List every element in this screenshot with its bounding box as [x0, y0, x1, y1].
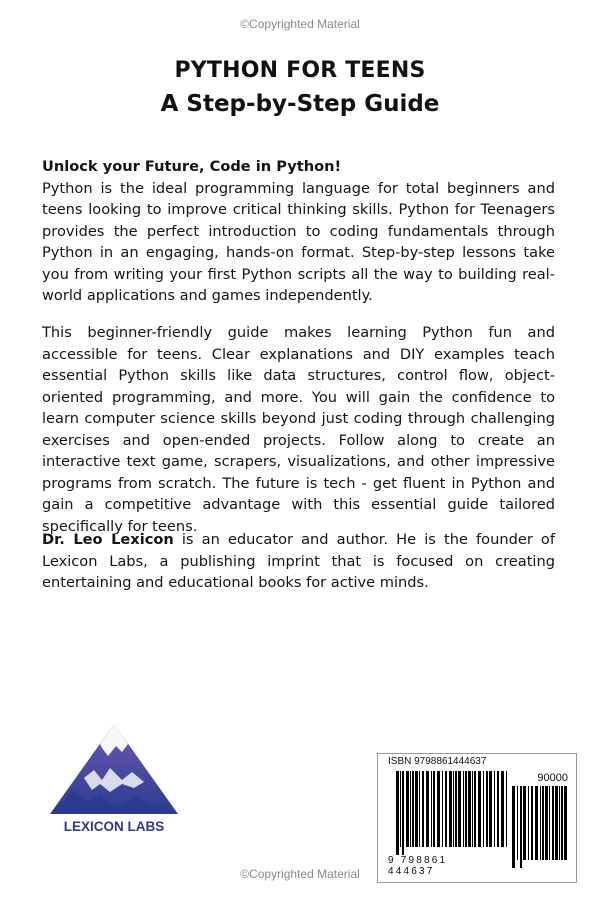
- barcode-bar: [523, 786, 526, 860]
- price-code: 90000: [537, 772, 568, 784]
- intro-paragraph: Python is the ideal programming language for total beginners and teens looking to improve critical thinking skills. Python for Teenagers provides the perfect introduction to coding fundamentals through Python in an engaging, hands-on format. Step-by-step lessons take you from writing your first Python scripts all the way to building real-world applications and games independently.: [42, 179, 555, 304]
- barcode-bar: [501, 771, 504, 847]
- barcode-bar: [455, 771, 457, 847]
- barcode-bar: [449, 771, 452, 847]
- copyright-watermark-top: ©Copyrighted Material: [240, 17, 360, 31]
- barcode-bar: [478, 771, 481, 847]
- barcode-bar: [545, 786, 548, 860]
- lexicon-labs-logo: [44, 718, 184, 840]
- barcode-bar: [412, 771, 414, 847]
- barcode-bar: [474, 771, 476, 847]
- title-line-2: A Step-by-Step Guide: [160, 91, 440, 117]
- barcode-bar: [561, 786, 563, 860]
- barcode-bar: [437, 771, 440, 847]
- barcode-bar: [472, 771, 473, 847]
- barcode-bar: [512, 786, 515, 868]
- barcode-bar: [406, 771, 409, 847]
- barcode-bar: [564, 786, 567, 860]
- barcode-bar: [426, 771, 429, 847]
- barcode-bar: [442, 771, 443, 847]
- book-title: [0, 56, 600, 122]
- barcode-bar: [422, 771, 424, 847]
- barcode-bar: [535, 786, 538, 860]
- barcode-bar: [400, 771, 401, 847]
- barcode-bar: [483, 771, 484, 847]
- isbn-barcode: [377, 753, 577, 883]
- barcode-bar: [410, 771, 411, 847]
- barcode-bar: [468, 771, 471, 847]
- barcode-bar: [433, 771, 435, 847]
- author-bio: [42, 529, 555, 594]
- isbn-digits: 9 798861 444637: [388, 855, 448, 877]
- barcode-bars-addon: [512, 786, 568, 868]
- barcode-bar: [458, 771, 461, 847]
- barcode-bar: [552, 786, 554, 860]
- barcode-bar: [453, 771, 454, 847]
- barcode-bar: [465, 771, 467, 847]
- barcode-bar: [463, 771, 464, 847]
- barcode-bar: [415, 771, 418, 847]
- publisher-logo-text: LEXICON LABS: [63, 819, 165, 834]
- barcode-bar: [531, 786, 533, 860]
- barcode-bar: [517, 786, 518, 860]
- barcode-bar: [419, 771, 420, 847]
- barcode-bar: [555, 786, 558, 860]
- author-name: Dr. Leo Lexicon: [42, 531, 174, 548]
- author-bio-text: is an educator and author. He is the founder of Lexicon Labs, a publishing imprint that is focused on creating entertaining and educational books for active minds.: [42, 531, 555, 591]
- copyright-watermark-bottom: ©Copyrighted Material: [240, 867, 360, 881]
- barcode-bar: [489, 771, 492, 847]
- barcode-bar: [540, 786, 541, 860]
- title-line-1: PYTHON FOR TEENS: [174, 58, 426, 83]
- isbn-label: ISBN 9798861444637: [388, 756, 487, 767]
- intro-section: [42, 156, 555, 307]
- barcode-bar: [486, 771, 488, 847]
- barcode-bar: [549, 786, 550, 860]
- tagline: Unlock your Future, Code in Python!: [42, 158, 342, 175]
- barcode-bar: [396, 771, 399, 855]
- barcode-bar: [542, 786, 544, 860]
- barcode-bar: [528, 786, 529, 860]
- mountain-logo-icon: [44, 718, 184, 840]
- barcode-bar: [431, 771, 432, 847]
- barcode-bar: [494, 771, 495, 847]
- barcode-bar: [402, 771, 404, 855]
- description-paragraph: This beginner-friendly guide makes learning Python fun and accessible for teens. Clear explanations and DIY examples teach essential Python skills like data structures, control flow, object-oriented programming, and more. You will gain the confidence to learn computer science skills beyond just coding through challenging exercises and open-ended projects. Follow along to create an interactive text game, scrapers, visualizations, and other impressive programs from scratch. The future is tech - get fluent in Python and gain a competitive advantage with this essential guide tailored specifically for teens.: [42, 324, 555, 535]
- barcode-bar: [506, 771, 507, 847]
- barcode-bar: [497, 771, 499, 847]
- barcode-bar: [559, 786, 560, 860]
- barcode-bar: [445, 771, 447, 847]
- barcode-bar: [520, 786, 522, 868]
